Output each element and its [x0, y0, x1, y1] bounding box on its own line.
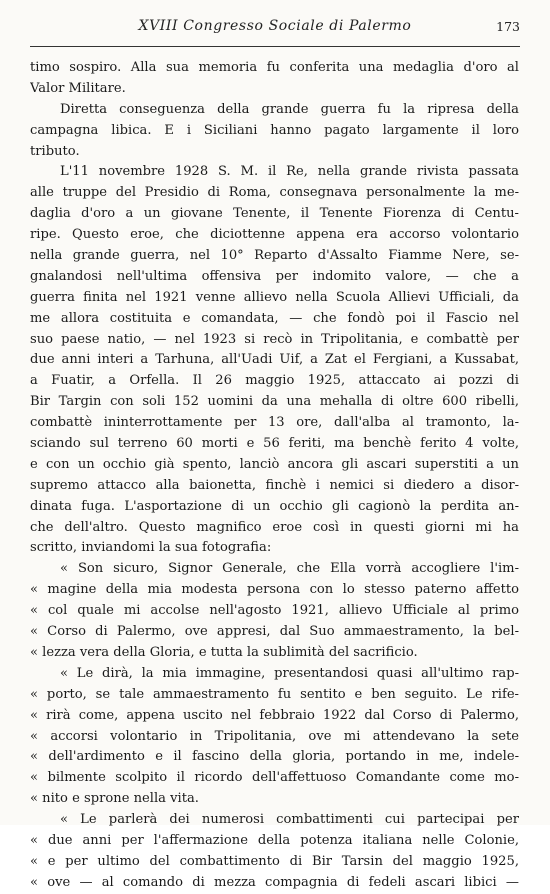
header-rule	[30, 46, 520, 47]
text-line: « Le parlerà dei numerosi combattimenti cui partecipai per	[60, 812, 519, 828]
text-line: che dell'altro. Questo magnifico eroe così in questi giorni mi ha	[30, 519, 519, 535]
text-line: dinata fuga. L'asportazione di un occhio gli cagionò la perdita an-	[30, 498, 519, 514]
text-line: guerra finita nel 1921 venne allievo nella Scuola Allievi Ufficiali, da	[30, 289, 519, 305]
text-line: « dell'ardimento e il fascino della gloria, portando in me, indele-	[30, 749, 519, 765]
text-line: daglia d'oro a un giovane Tenente, il Tenente Fiorenza di Centu-	[30, 206, 519, 222]
text-line: « porto, se tale ammaestramento fu sentito e ben seguito. Le rife-	[30, 686, 519, 702]
running-head	[30, 18, 520, 40]
text-line: due anni interi a Tarhuna, all'Uadi Uif, a Zat el Fergiani, a Kussabat,	[30, 352, 519, 368]
running-title: XVIII Congresso Sociale di Palermo	[138, 18, 412, 34]
text-line: « magine della mia modesta persona con lo stesso paterno affetto	[30, 582, 519, 598]
text-line: gnalandosi nell'ultima offensiva per indomito valore, — che a	[30, 268, 519, 284]
text-line: tributo.	[30, 143, 80, 159]
text-line: « Le dirà, la mia immagine, presentandosi quasi all'ultimo rap-	[60, 665, 519, 681]
text-line: « rirà come, appena uscito nel febbraio 1922 dal Corso di Palermo,	[30, 707, 519, 723]
text-line: « bilmente scolpito il ricordo dell'affettuoso Comandante come mo-	[30, 770, 519, 786]
text-line: Valor Militare.	[30, 80, 126, 96]
text-line: scritto, inviandomi la sua fotografia:	[30, 540, 272, 556]
text-line: a Fuatir, a Orfella. Il 26 maggio 1925, attaccato ai pozzi di	[30, 373, 519, 389]
text-line: Bir Targin con soli 152 uomini da una mehalla di oltre 600 ribelli,	[30, 394, 519, 410]
text-line: suo paese natio, — nel 1923 si recò in Tripolitania, e combattè per	[30, 331, 519, 347]
text-line: me allora costituita e comandata, — che fondò poi il Fascio nel	[30, 310, 519, 326]
text-line: e con un occhio già spento, lanciò ancora gli ascari superstiti a un	[30, 456, 519, 472]
text-line: « e per ultimo del combattimento di Bir Tarsin del maggio 1925,	[30, 853, 519, 869]
text-line: supremo attacco alla baionetta, finchè i nemici si diedero a disor-	[30, 477, 519, 493]
text-line: « nito e sprone nella vita.	[30, 791, 199, 807]
text-line: « due anni per l'affermazione della potenza italiana nelle Colonie,	[30, 832, 519, 848]
text-line: « Corso di Palermo, ove appresi, dal Suo ammaestramento, la bel-	[30, 624, 519, 640]
text-line: « Son sicuro, Signor Generale, che Ella vorrà accogliere l'im-	[60, 561, 519, 577]
text-line: « col quale mi accolse nell'agosto 1921, allievo Ufficiale al primo	[30, 603, 519, 619]
text-line: sciando sul terreno 60 morti e 56 feriti, ma benchè ferito 4 volte,	[30, 436, 519, 452]
text-line: ripe. Questo eroe, che diciottenne appena era accorso volontario	[30, 227, 519, 243]
text-line: L'11 novembre 1928 S. M. il Re, nella grande rivista passata	[60, 164, 519, 180]
text-line: Diretta conseguenza della grande guerra fu la ripresa della	[60, 101, 519, 117]
text-line: « accorsi volontario in Tripolitania, ove mi attendevano la sete	[30, 728, 519, 744]
text-line: « ove — al comando di mezza compagnia di fedeli ascari libici —	[30, 874, 519, 890]
text-line: alle truppe del Presidio di Roma, consegnava personalmente la me-	[30, 185, 519, 201]
text-line: nella grande guerra, nel 10° Reparto d'Assalto Fiamme Nere, se-	[30, 248, 519, 264]
text-line: « lezza vera della Gloria, e tutta la sublimità del sacrificio.	[30, 644, 418, 660]
body-text	[30, 58, 519, 894]
text-line: timo sospiro. Alla sua memoria fu conferita una medaglia d'oro al	[30, 60, 519, 75]
text-line: combattè ininterrottamente per 13 ore, dall'alba al tramonto, la-	[30, 415, 519, 431]
text-line: campagna libica. E i Siciliani hanno pagato largamente il loro	[30, 122, 519, 138]
page-number: 173	[496, 19, 520, 34]
